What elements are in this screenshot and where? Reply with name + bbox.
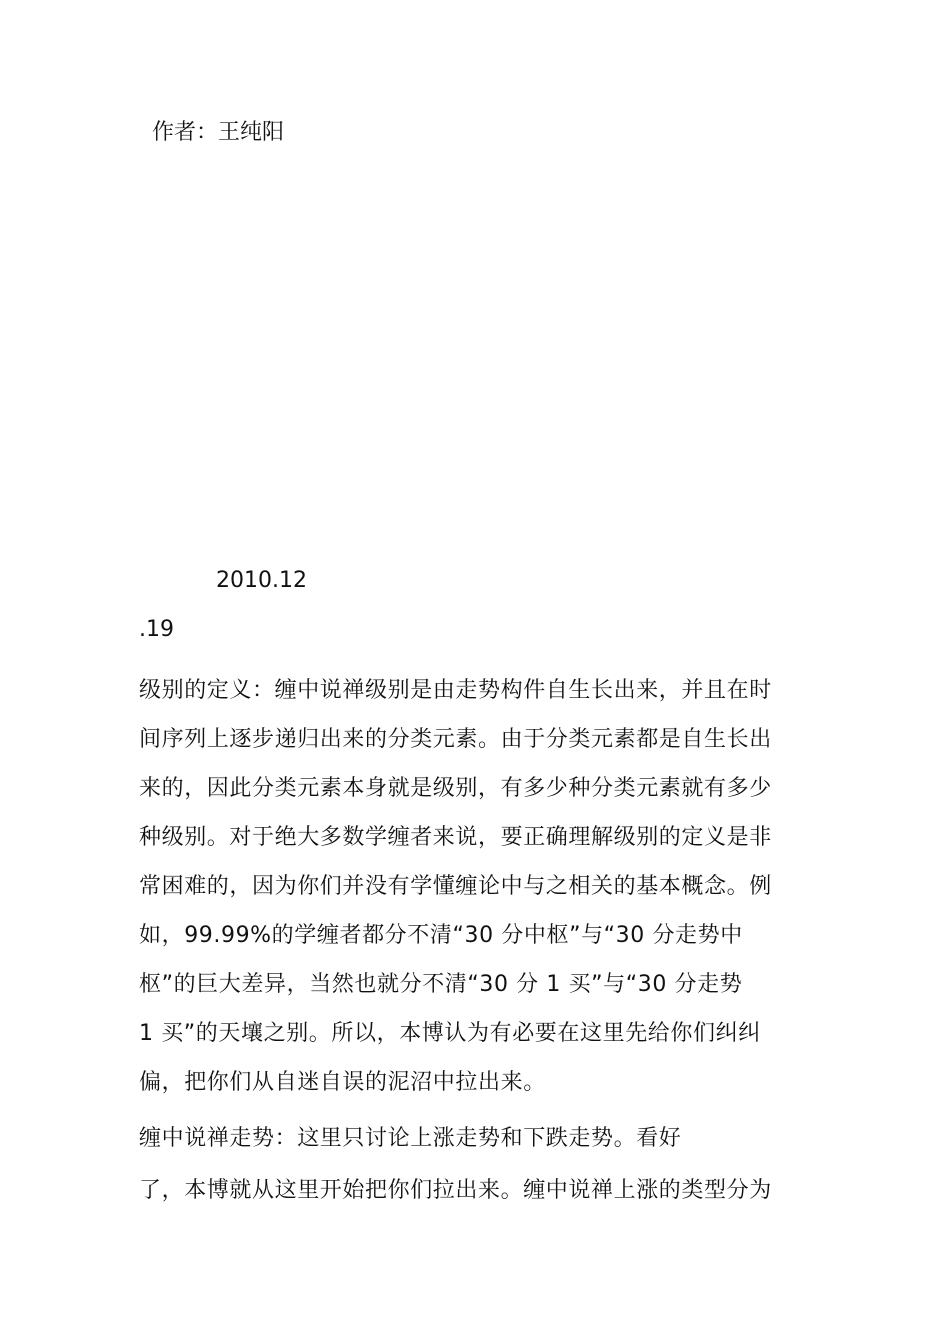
text-line: 缠中说禅走势：这里只讨论上涨走势和下跌走势。看好 [139,1126,682,1151]
text-line: 间序列上逐步递归出来的分类元素。由于分类元素都是自生长出 [139,727,772,752]
text-line: 了，本博就从这里开始把你们拉出来。缠中说禅上涨的类型分为 [139,1178,772,1203]
text-line: 种级别。对于绝大多数学缠者来说，要正确理解级别的定义是非 [139,825,772,850]
date-part-1: 2010.12 [216,568,307,593]
text-line: 1 买”的天壤之别。所以，本博认为有必要在这里先给你们纠纠 [139,1021,761,1046]
text-line: 偏，把你们从自迷自误的泥沼中拉出来。 [139,1070,546,1095]
author-line: 作者：王纯阳 [152,120,285,145]
text-line: 枢”的巨大差异，当然也就分不清“30 分 1 买”与“30 分走势 [139,972,743,997]
date-part-2: .19 [139,617,174,642]
text-line: 级别的定义：缠中说禅级别是由走势构件自生长出来，并且在时 [139,678,772,703]
text-line: 如，99.99%的学缠者都分不清“30 分中枢”与“30 分走势中 [139,923,743,948]
text-line: 常困难的，因为你们并没有学懂缠论中与之相关的基本概念。例 [139,874,772,899]
text-line: 来的，因此分类元素本身就是级别，有多少种分类元素就有多少 [139,776,772,801]
